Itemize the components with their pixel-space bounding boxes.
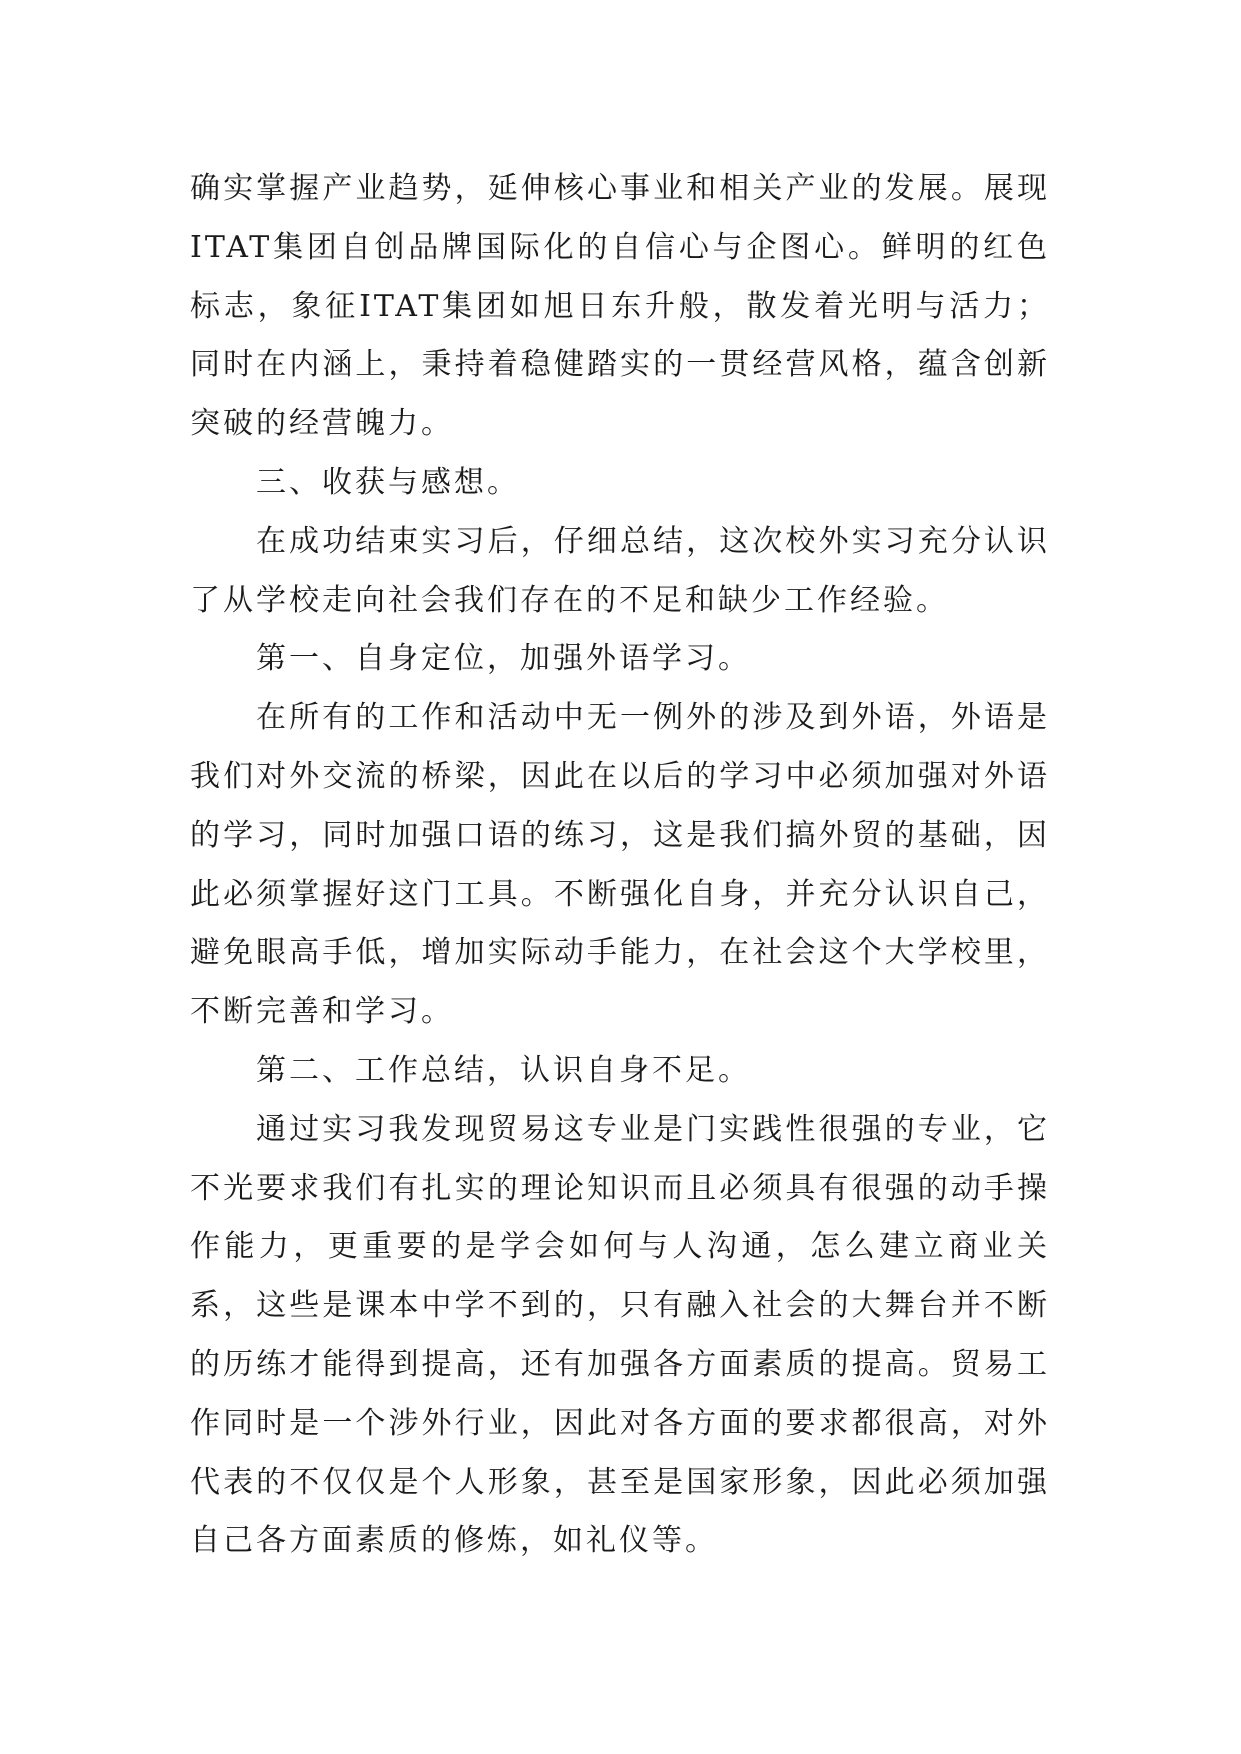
subheading-second: 第二、工作总结，认识自身不足。	[256, 1052, 751, 1088]
subheading-first: 第一、自身定位，加强外语学习。	[256, 641, 751, 677]
section-heading-harvest: 三、收获与感想。	[256, 464, 520, 500]
paragraph-language-study: 在所有的工作和活动中无一例外的涉及到外语，外语是我们对外交流的桥梁，因此在以后的学习中必须加强对外语的学习，同时加强口语的练习，这是我们搞外贸的基础，因此必须掌握好这门工具。不断强化自身，并充分认识自己，避免眼高手低，增加实际动手能力，在社会这个大学校里，不断完善和学习。	[190, 700, 1050, 1030]
paragraph-continued-intro: 确实掌握产业趋势，延伸核心事业和相关产业的发展。展现ITAT集团自创品牌国际化的自信心与企图心。鲜明的红色标志，象征ITAT集团如旭日东升般，散发着光明与活力；同时在内涵上，秉持着稳健踏实的一贯经营风格，蕴含创新突破的经营魄力。	[190, 171, 1050, 442]
document-body	[190, 160, 1050, 1571]
paragraph-summary: 在成功结束实习后，仔细总结，这次校外实习充分认识了从学校走向社会我们存在的不足和缺少工作经验。	[190, 523, 1050, 618]
paragraph-work-summary: 通过实习我发现贸易这专业是门实践性很强的专业，它不光要求我们有扎实的理论知识而且必须具有很强的动手操作能力，更重要的是学会如何与人沟通，怎么建立商业关系，这些是课本中学不到的，只有融入社会的大舞台并不断的历练才能得到提高，还有加强各方面素质的提高。贸易工作同时是一个涉外行业，因此对各方面的要求都很高，对外代表的不仅仅是个人形象，甚至是国家形象，因此必须加强自己各方面素质的修炼，如礼仪等。	[190, 1111, 1050, 1559]
